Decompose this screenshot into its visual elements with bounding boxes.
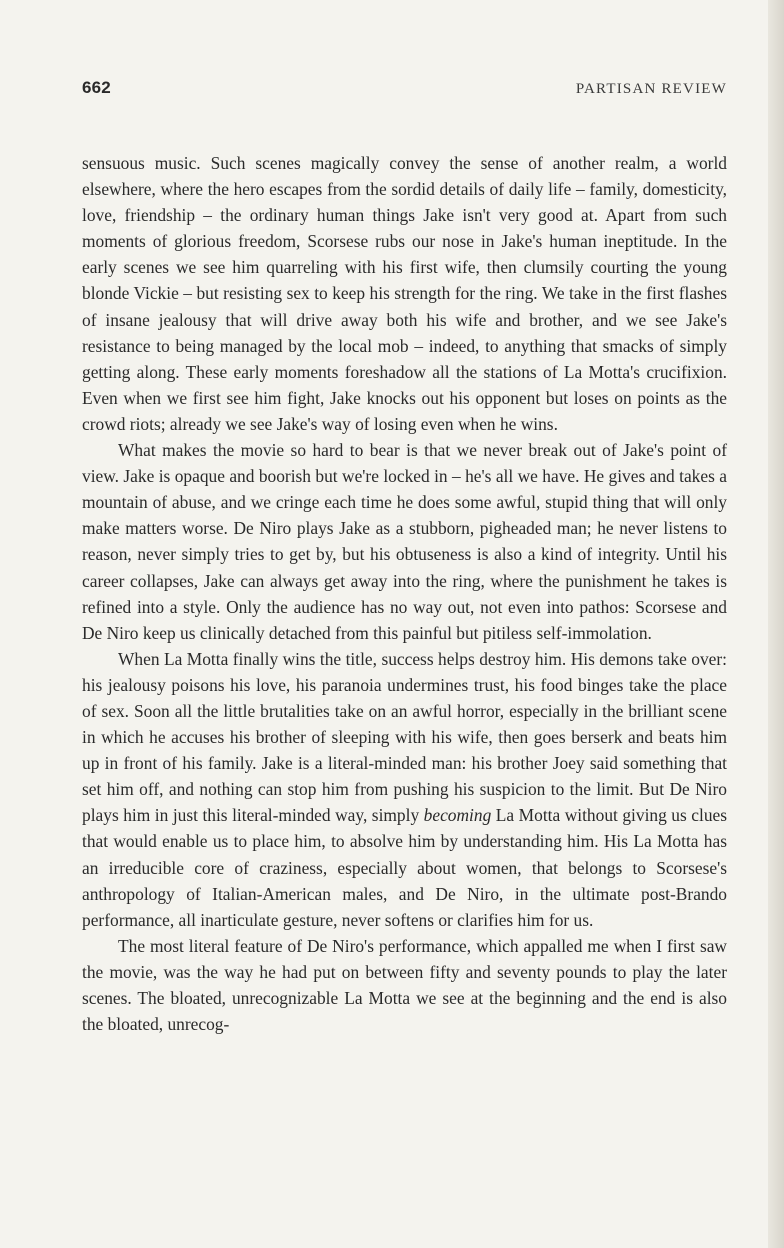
page-edge-shadow xyxy=(768,0,784,1248)
paragraph-text: La Motta without giving us clues that would enable us to place him, to absolve him by understanding him. His La Motta has an irreducible core of craziness, especially about women, that belongs to Scorsese's anthropology of Italian-American males, and De Niro, in the ultimate post-Brando performance, all inarticulate gesture, never softens or clarifies him for us. xyxy=(82,805,728,930)
paragraph-text: The most literal feature of De Niro's performance, which appalled me when I first saw the movie, was the way he had put on between fifty and seventy pounds to play the later scenes. The bloated, unrecognizable La Motta we see at the beginning and the end is also the bloated, unrecog- xyxy=(82,935,727,1035)
page-number: 662 xyxy=(82,78,111,97)
italic-word: becoming xyxy=(423,805,492,826)
book-page xyxy=(82,78,727,1037)
paragraph-text: What makes the movie so hard to bear is that we never break out of Jake's point of view. Jake is opaque and boorish but we're locked in – he's all we have. He gives and takes a mountain of abuse, and we cringe each time he does some awful, stupid thing that will only make matters worse. De Niro plays Jake as a stubborn, pigheaded man; he never listens to reason, never simply tries to get by, but his obtuseness is also a kind of integrity. Until his career collapses, Jake can always get away into the ring, where the punishment he takes is refined into a style. Only the audience has no way out, not even into pathos: Scorsese and De Niro keep us clinically detached from this painful but pitiless self-immolation. xyxy=(82,440,727,643)
article-body xyxy=(82,150,727,1037)
running-head xyxy=(82,78,727,106)
journal-title: PARTISAN REVIEW xyxy=(575,81,727,97)
paragraph-text: When La Motta finally wins the title, success helps destroy him. His demons take over: his jealousy poisons his love, his paranoia undermines trust, his food binges take the place of sex. Soon all the little brutalities take on an awful horror, especially in the brilliant scene in which he accuses his brother of sleeping with his wife, then goes berserk and beats him up in front of his family. Jake is a literal-minded man: his brother Joey said something that set him off, and nothing can stop him from pushing his suspicion to the limit. But De Niro plays him in just this literal-minded way, simply xyxy=(82,648,727,826)
paragraph-4 xyxy=(82,933,727,1037)
paragraph-3 xyxy=(82,646,727,933)
paragraph-2 xyxy=(82,437,727,646)
paragraph-1 xyxy=(82,150,727,437)
paragraph-text: sensuous music. Such scenes magically convey the sense of another realm, a world elsewhere, where the hero escapes from the sordid details of daily life – family, domesticity, love, friendship – the ordinary human things Jake isn't very good at. Apart from such moments of glorious freedom, Scorsese rubs our nose in Jake's human ineptitude. In the early scenes we see him quarreling with his first wife, then clumsily courting the young blonde Vickie – but resisting sex to keep his strength for the ring. We take in the first flashes of insane jealousy that will drive away both his wife and brother, and we see Jake's resistance to being managed by the local mob – indeed, to anything that smacks of simply getting along. These early moments foreshadow all the stations of La Motta's crucifixion. Even when we first see him fight, Jake knocks out his opponent but loses on points as the crowd riots; already we see Jake's way of losing even when he wins. xyxy=(82,153,727,434)
